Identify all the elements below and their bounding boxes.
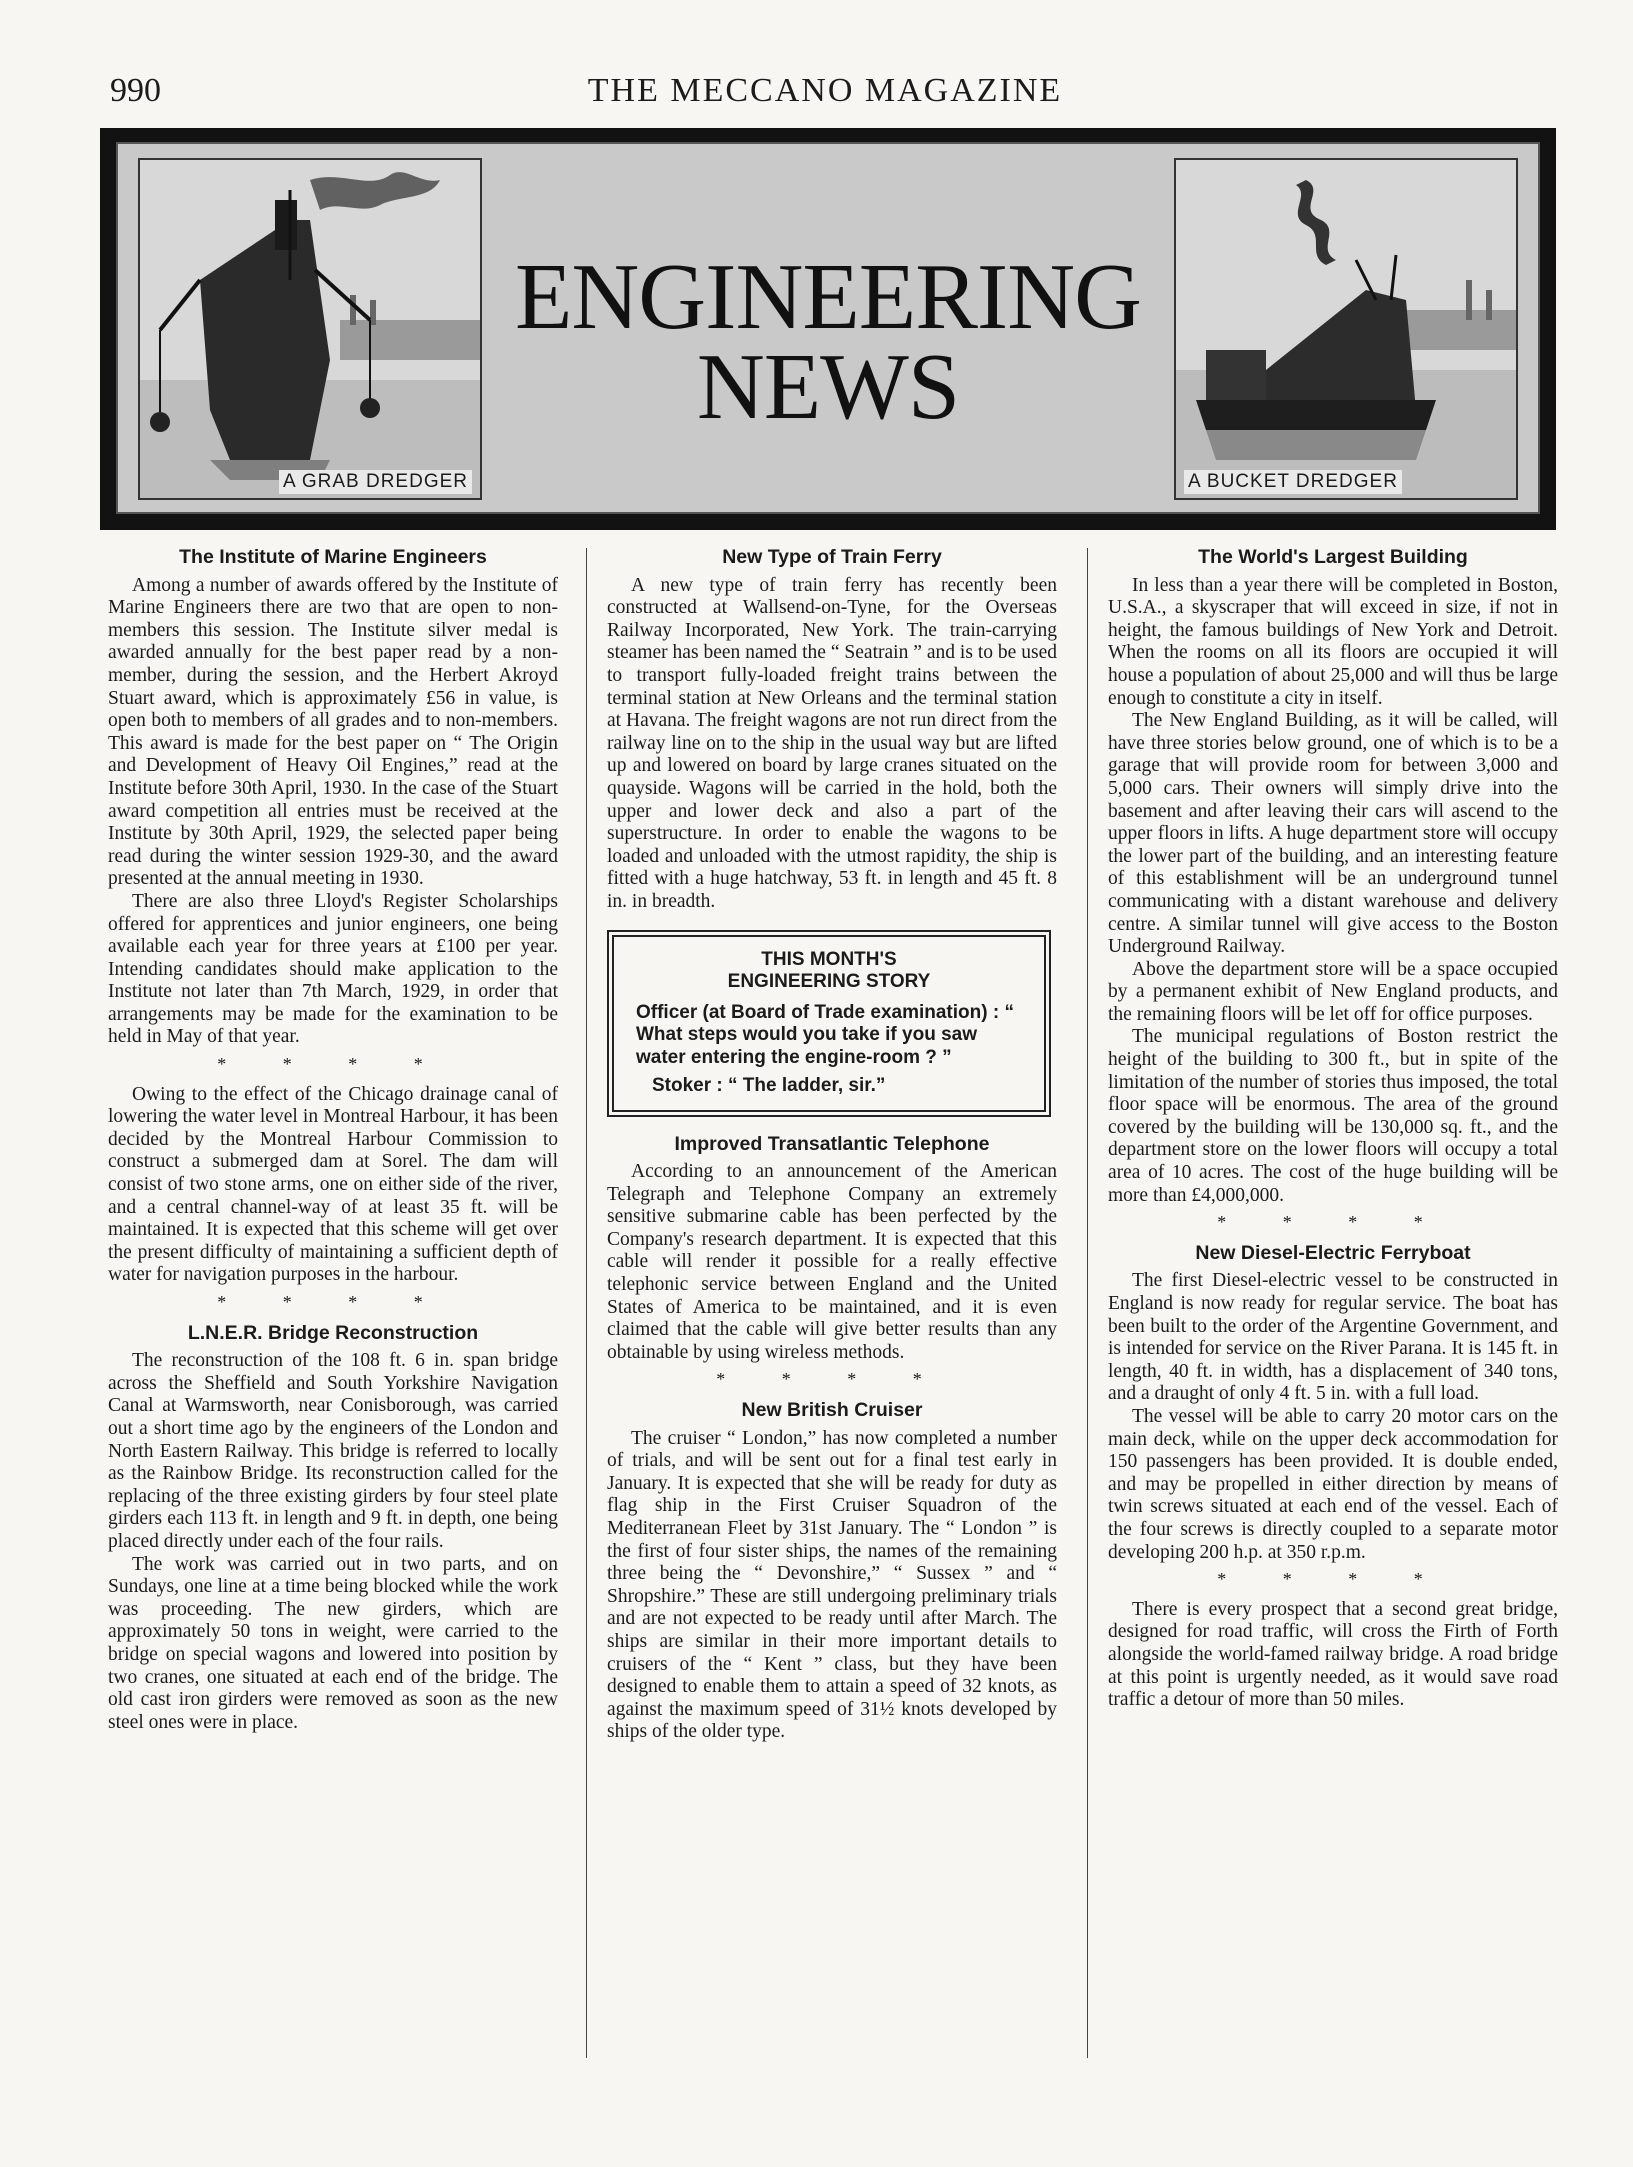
column-1 (108, 546, 558, 2066)
article-paragraph: A new type of train ferry has recently been constructed at Wallsend-on-Tyne, for the Overseas Railway Incorporated, New York. The train-carrying steamer has been named the “ Seatrain ” and is to be used to transport fully-loaded freight trains between the terminal station at New Orleans and the terminal station at Havana. The freight wagons are not run direct from the railway line on to the ship in the usual way but are lifted up and lowered on board by large cranes situated on the quayside. Wagons will be carried in the hold, both the upper and lower deck and also a part of the superstructure. In order to enable the wagons to be loaded and unloaded with the utmost rapidity, the ship is fitted with a huge hatchway, 53 ft. in length and 45 ft. 8 in. in breadth. (607, 574, 1057, 912)
heading-largest-building: The World's Largest Building (1198, 546, 1468, 568)
heading-diesel-ferryboat: New Diesel-Electric Ferryboat (1195, 1241, 1471, 1264)
banner-title-line1: ENGINEERING (515, 245, 1141, 349)
section-separator: * * * * (1217, 1212, 1449, 1233)
engineering-story-box (607, 930, 1051, 1117)
grab-dredger-illustration (138, 158, 482, 500)
article-paragraph: The reconstruction of the 108 ft. 6 in. span bridge across the Sheffield and South Yorkshire Navigation Canal at Warmsworth, near Conisborough, was carried out a short time ago by the engineers of the London and North Eastern Railway. This bridge is referred to locally as the Rainbow Bridge. Its reconstruction called for the replacing of the three existing girders by four steel plate girders each 113 ft. in length and 9 ft. in depth, one being placed directly under each of the four rails. (108, 1350, 558, 1552)
section-separator: * * * * (1217, 1569, 1449, 1590)
article-paragraph: Above the department store will be a space occupied by a permanent exhibit of New England products, and the remaining floors will be let off for office purposes. (1108, 958, 1558, 1025)
magazine-title: THE MECCANO MAGAZINE (587, 72, 1063, 109)
heading-train-ferry: New Type of Train Ferry (722, 546, 942, 568)
banner-title (498, 245, 1158, 439)
banner-panel (116, 142, 1540, 514)
column-3 (1108, 546, 1558, 2066)
heading-lner-bridge: L.N.E.R. Bridge Reconstruction (187, 1321, 479, 1344)
article-paragraph: The first Diesel-electric vessel to be constructed in England is now ready for regular service. The boat has been built to the order of the Argentine Government, and is intended for service on the River Parana. It is 145 ft. in length, 40 ft. in width, has a displacement of 340 tons, and a draught of only 4 ft. 5 in. with a full load. (1108, 1270, 1558, 1405)
article-paragraph: There are also three Lloyd's Register Scholarships offered for apprentices and junior engineers, one being available each year for three years at £100 per year. Intending candidates should make application to the Institute not later than 7th March, 1929, in order that arrangements may be made for the examination to be held in May of that year. (108, 890, 558, 1048)
grab-dredger-caption: A GRAB DREDGER (279, 470, 472, 494)
section-separator: * * * * (217, 1054, 449, 1075)
article-paragraph: The New England Building, as it will be called, will have three stories below ground, one of which is to be a garage that will provide room for between 3,000 and 5,000 cars. Their owners will simply drive into the basement and after leaving their cars will ascend to the upper floors in lifts. A huge department store will occupy the lower part of the building, and an interesting feature of this establishment will be an underground tunnel communicating with a distant warehouse and delivery centre. A similar tunnel will give access to the Boston Underground Railway. (1108, 710, 1558, 958)
article-paragraph: The cruiser “ London,” has now completed a number of trials, and will be sent out for a final test early in January. It is expected that she will be ready for duty as flag ship in the First Cruiser Squadron of the Mediterranean Fleet by 31st January. The “ London ” is the first of four sister ships, the names of the remaining three being the “ Devonshire,” “ Sussex ” and “ Shropshire.” These are still undergoing preliminary trials and are not expected to be ready until after March. The ships are similar in their more important details to cruisers of the “ Kent ” class, but they have been designed to enable them to attain a speed of 32 knots, as against the maximum speed of 31½ knots developed by ships of the older type. (607, 1427, 1057, 1743)
bucket-dredger-illustration (1174, 158, 1518, 500)
page-header (110, 72, 1540, 122)
heading-british-cruiser: New British Cruiser (741, 1399, 923, 1422)
article-paragraph: There is every prospect that a second great bridge, designed for road traffic, will cross the Firth of Forth alongside the world-famed railway bridge. A road bridge at this point is urgently needed, as it would save road traffic a detour of more than 50 miles. (1108, 1598, 1558, 1711)
section-separator: * * * * (716, 1369, 948, 1390)
article-paragraph: The vessel will be able to carry 20 motor cars on the main deck, while on the upper deck accommodation for 150 passengers has been provided. It is double ended, and may be propelled in either direction by means of twin screws situated at each end of the vessel. Each of the four screws is directly coupled to a separate motor developing 200 h.p. at 350 r.p.m. (1108, 1405, 1558, 1563)
column-divider-2 (1087, 548, 1088, 2058)
banner-title-line2: NEWS (696, 335, 960, 439)
heading-institute-marine-engineers: The Institute of Marine Engineers (179, 546, 487, 568)
article-paragraph: Owing to the effect of the Chicago drainage canal of lowering the water level in Montreal Harbour, it has been decided by the Montreal Harbour Commission to construct a submerged dam at Sorel. The dam will consist of two stone arms, one on either side of the river, and a central channel-way of at least 35 ft. will be maintained. It is expected that this scheme will get over the present difficulty of maintaining a sufficient depth of water for navigation purposes in the harbour. (108, 1083, 558, 1286)
column-divider-1 (586, 548, 587, 2058)
heading-transatlantic-telephone: Improved Transatlantic Telephone (674, 1132, 990, 1155)
story-title: THIS MONTH'S (761, 948, 897, 970)
engineering-news-banner (100, 128, 1556, 530)
article-paragraph: In less than a year there will be completed in Boston, U.S.A., a skyscraper that will exceed in size, if not in height, the famous buildings of New York and Detroit. When the rooms on all its floors are occupied it will house a population of about 25,000 and will thus be large enough to constitute a city in itself. (1108, 574, 1558, 709)
story-stoker-line: Stoker : “ The ladder, sir.” (652, 1075, 886, 1096)
article-paragraph: According to an announcement of the American Telegraph and Telephone Company an extremely sensitive submarine cable has been perfected by the Company's research department. It is expected that this cable will render it possible for a really effective telephonic service between England and the United States of America to be maintained, and it is even claimed that the cable will give better results than any obtainable by using wireless methods. (607, 1161, 1057, 1363)
article-paragraph: The municipal regulations of Boston restrict the height of the building to 300 ft., but in spite of the limitation of the number of stories thus imposed, the total floor space will be enormous. The area of the ground covered by the building will be 130,000 sq. ft., and the department store on the lower floors will occupy a total area of 10 acres. The cost of the huge building will be more than £4,000,000. (1108, 1026, 1558, 1206)
page-number: 990 (110, 72, 161, 109)
grab-dredger-drawing (140, 160, 480, 498)
article-paragraph: Among a number of awards offered by the Institute of Marine Engineers there are two that are open to non-members this session. The Institute silver medal is awarded annually for the best paper read by a non-member, during the session, and the Herbert Akroyd Stuart award, which is approximately £56 in value, is open both to members of all grades and to non-members. This award is made for the best paper on “ The Origin and Development of Heavy Oil Engines,” read at the Institute before 30th April, 1930. In the case of the Stuart award competition all entries must be received at the Institute by 30th April, 1929, the selected paper being read during the winter session 1929-30, and the award presented at the annual meeting in 1930. (108, 574, 558, 890)
bucket-dredger-caption: A BUCKET DREDGER (1184, 470, 1402, 494)
bucket-dredger-drawing (1176, 160, 1516, 498)
column-2 (607, 546, 1057, 2066)
article-paragraph: The work was carried out in two parts, and on Sundays, one line at a time being blocked while the work was proceeding. The new girders, which are approximately 50 tons in weight, were carried to the bridge on special wagons and lowered into position by two cranes, one situated at each end of the bridge. The old cast iron girders were removed as soon as the new steel ones were in place. (108, 1553, 558, 1733)
story-officer-line: Officer (at Board of Trade examination) : “ What steps would you take if you saw water entering the engine-room ? ” (636, 1001, 1014, 1068)
section-separator: * * * * (217, 1292, 449, 1312)
story-subtitle: ENGINEERING STORY (727, 971, 931, 992)
